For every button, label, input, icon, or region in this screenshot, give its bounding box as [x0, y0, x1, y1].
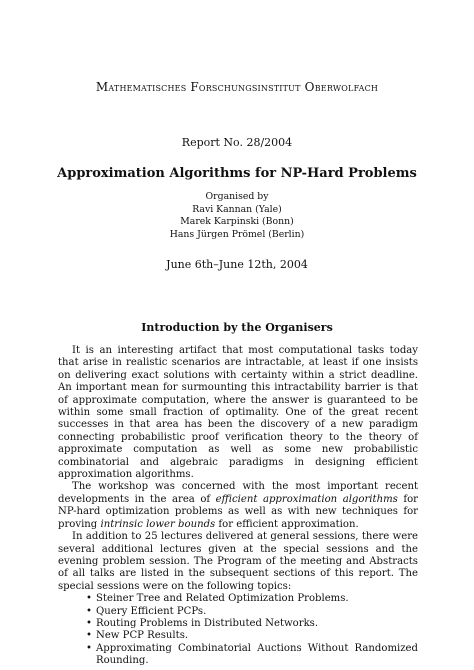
paragraph-2-text: for efficient approximation.	[215, 518, 359, 530]
list-item	[86, 630, 418, 642]
paragraph-3: In addition to 25 lectures delivered at general sessions, there were several additional lectures given at the special sessions and the evening problem session. The Program of the meeting and Abstracts of all talks are listed in the subsequent sections of this report. The special sessions were on the following topics:	[58, 531, 418, 592]
list-item	[86, 618, 418, 630]
organisers-block	[0, 191, 474, 241]
emphasis-intrinsic-lower-bounds: intrinsic lower bounds	[100, 518, 216, 530]
paragraph-2	[58, 481, 418, 531]
topic-text: Query Efficient PCPs.	[96, 605, 207, 617]
bullet-icon: •	[86, 630, 92, 642]
organiser-name: Hans Jürgen Prömel (Berlin)	[169, 228, 305, 240]
list-item	[86, 606, 418, 618]
organiser-name: Marek Karpinski (Bonn)	[180, 216, 294, 228]
bullet-icon: •	[86, 617, 92, 629]
bullet-icon: •	[86, 605, 92, 617]
paragraph-2-text: for NP-hard optimization problems as well as with new techniques for proving	[58, 493, 419, 530]
topic-text: Approximating Combinatorial Auctions Without Randomized Rounding.	[96, 642, 418, 667]
list-item	[86, 593, 418, 605]
organised-by-label: Organised by	[205, 191, 269, 202]
workshop-dates: June 6th–June 12th, 2004	[166, 258, 308, 271]
organiser-name: Ravi Kannan (Yale)	[192, 203, 282, 215]
bullet-icon: •	[86, 593, 92, 605]
topic-text: Steiner Tree and Related Optimization Problems.	[96, 593, 349, 605]
list-item	[86, 643, 418, 668]
paragraph-1: It is an interesting artifact that most computational tasks today that arise in realistic scenarios are intractable, at least if one insists on delivering exact solutions with certainty within a strict deadline. An important mean for surmounting this intractability barrier is that of approximate computation, where the answer is guaranteed to be within some small fraction of optimality. One of the great recent successes in that area has been the discovery of a new paradigm connecting probabilistic proof verification theory to the theory of approximate computation as well as some new probabilistic combinatorial and algebraic paradigms in designing efficient approximation algorithms.	[58, 345, 418, 481]
paragraph-2-text: The workshop was concerned with the most important recent developments in the area of	[58, 481, 418, 505]
topic-text: New PCP Results.	[96, 630, 189, 642]
topics-list	[58, 593, 418, 667]
report-title: Approximation Algorithms for NP-Hard Problems	[57, 166, 417, 181]
institute-name: Mathematisches Forschungsinstitut Oberwolfach	[95, 80, 379, 94]
emphasis-efficient-approximation-algorithms: efficient approximation algorithms	[215, 493, 398, 505]
section-title: Introduction by the Organisers	[141, 321, 333, 334]
section-body	[58, 345, 418, 668]
report-number: Report No. 28/2004	[181, 136, 293, 149]
bullet-icon: •	[86, 642, 92, 654]
topic-text: Routing Problems in Distributed Networks.	[96, 617, 319, 629]
